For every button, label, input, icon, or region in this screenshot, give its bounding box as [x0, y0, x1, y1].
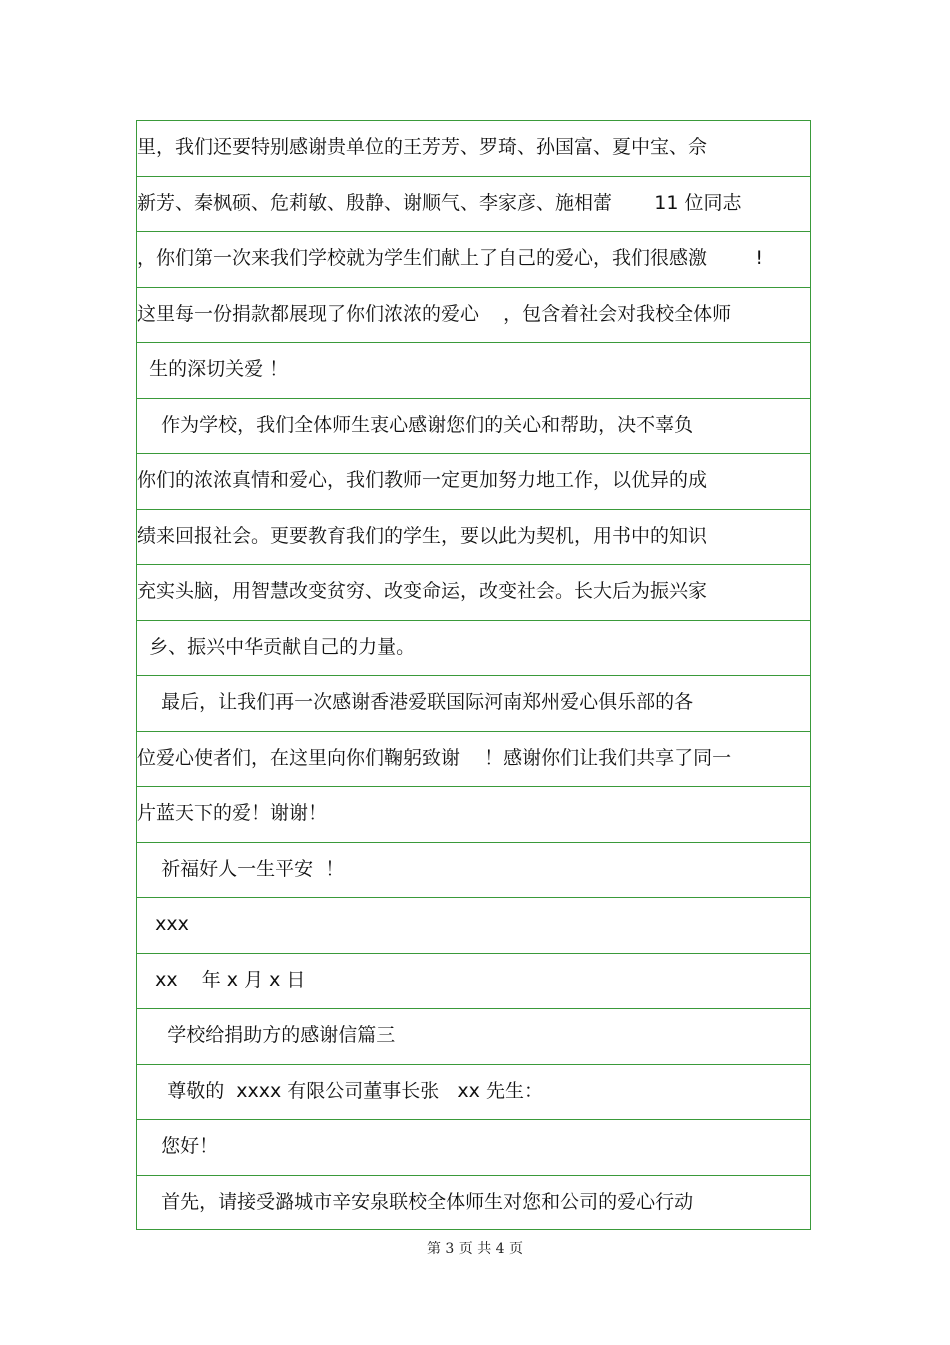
text-line: [137, 454, 810, 510]
text-line: [137, 954, 810, 1010]
text-line-content: 尊敬的 xxxx 有限公司董事长张 xx 先生：: [137, 1079, 543, 1102]
text-line-content: 首先，请接受潞城市辛安泉联校全体师生对您和公司的爱心行动: [137, 1190, 694, 1213]
text-line-content: 新芳、秦枫硕、危莉敏、殷静、谢顺气、李家彦、施相蕾 11 位同志: [137, 191, 742, 214]
lined-text-box: [136, 120, 811, 1230]
text-line: [137, 1009, 810, 1065]
text-line-content: 绩来回报社会。更要教育我们的学生，要以此为契机，用书中的知识: [137, 524, 708, 547]
text-line: [137, 1176, 810, 1232]
text-line-content: 您好！: [137, 1135, 219, 1157]
text-line: [137, 399, 810, 455]
text-line: [137, 232, 810, 288]
text-line-content: 生的深切关爱 ！: [137, 358, 289, 380]
text-line-content: 这里每一份捐款都展现了你们浓浓的爱心 ，包含着社会对我校全体师: [137, 302, 732, 325]
text-line-content: 乡、振兴中华贡献自己的力量。: [137, 635, 416, 658]
text-line-content: xxx: [137, 913, 189, 935]
text-line-content: 充实头脑，用智慧改变贫穷、改变命运，改变社会。长大后为振兴家: [137, 580, 708, 602]
text-line: [137, 1065, 810, 1121]
text-line-content: 作为学校，我们全体师生衷心感谢您们的关心和帮助，决不辜负: [137, 413, 694, 436]
text-line-content: 最后，让我们再一次感谢香港爱联国际河南郑州爱心俱乐部的各: [137, 691, 694, 713]
text-line-content: ，你们第一次来我们学校就为学生们献上了自己的爱心，我们很感激 !: [137, 247, 763, 269]
text-line: [137, 732, 810, 788]
text-line: [137, 787, 810, 843]
text-line-content: 里，我们还要特别感谢贵单位的王芳芳、罗琦、孙国富、夏中宝、佘: [137, 136, 708, 158]
text-line: [137, 621, 810, 677]
text-line: [137, 343, 810, 399]
text-line: [137, 676, 810, 732]
text-line: [137, 177, 810, 233]
text-line-content: xx 年 x 月 x 日: [137, 968, 306, 991]
text-line-content: 片蓝天下的爱！谢谢！: [137, 802, 328, 824]
text-line: [137, 898, 810, 954]
text-line: [137, 1120, 810, 1176]
text-line-content: 位爱心使者们，在这里向你们鞠躬致谢 ！感谢你们让我们共享了同一: [137, 746, 732, 769]
text-line-content: 祈福好人一生平安 ！: [137, 857, 345, 880]
text-line-content: 你们的浓浓真情和爱心，我们教师一定更加努力地工作，以优异的成: [137, 469, 708, 491]
text-line-content: 学校给捐助方的感谢信篇三: [137, 1024, 396, 1046]
text-line: [137, 121, 810, 177]
text-line: [137, 843, 810, 899]
text-line: [137, 288, 810, 344]
page-footer: 第 3 页 共 4 页: [426, 1241, 524, 1257]
text-line: [137, 565, 810, 621]
text-line: [137, 510, 810, 566]
